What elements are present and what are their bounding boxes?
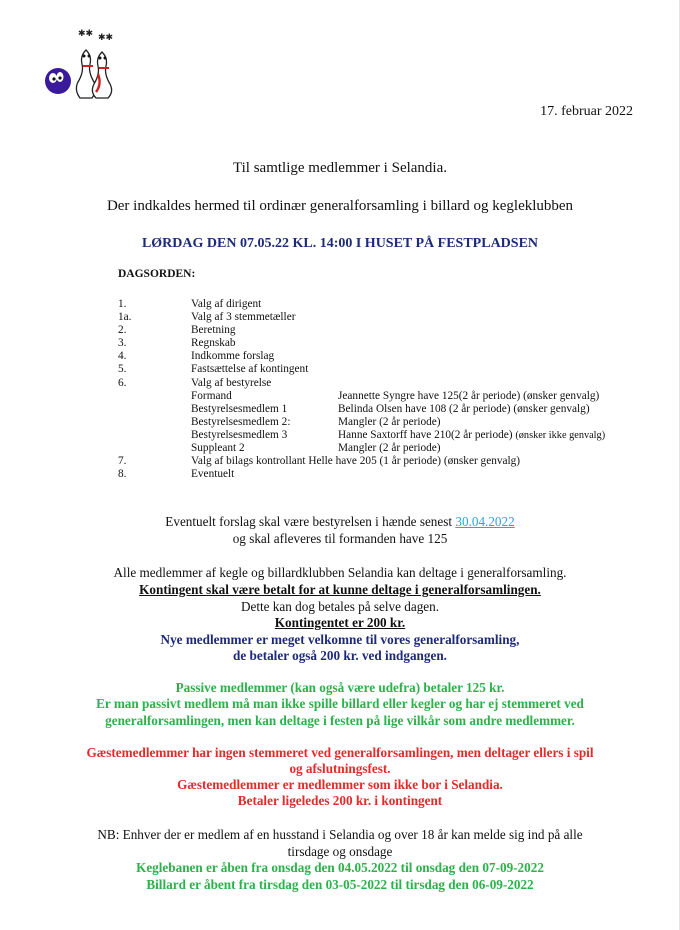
all-members-text: Alle medlemmer af kegle og billardklubben Selandia kan deltage i generalforsamling. (113, 565, 567, 580)
meeting-headline: LØRDAG DEN 07.05.22 KL. 14:00 I HUSET PÅ FESTPLADSEN (141, 236, 539, 251)
new-members-line-1: Nye medlemmer er meget velkomne til vores generalforsamling, (160, 632, 520, 647)
passive-line-3: generalforsamlingen, men kan deltage i festen på lige vilkår som andre medlemmer. (105, 713, 575, 728)
intro-text: Der indkaldes hermed til ordinær generalforsamling i billard og kegleklubben (106, 198, 574, 214)
guest-line-1: Gæstemedlemmer har ingen stemmeret ved generalforsamlingen, men deltager ellers i spil (86, 745, 594, 760)
billiard-opening-text: Billard er åbent fra tirsdag den 03-05-2022 til tirsdag den 06-09-2022 (146, 877, 534, 892)
pay-same-day-text: Dette kan dog betales på selve dagen. (240, 599, 440, 614)
letter-date: 17. februar 2022 (540, 104, 633, 119)
proposal-delivery: og skal afleveres til formanden have 125 (232, 531, 448, 546)
bowling-opening-text: Keglebanen er åben fra onsdag den 04.05.2022 til onsdag den 07-09-2022 (136, 860, 544, 875)
nb-line-2: tirsdage og onsdage (287, 844, 393, 859)
passive-line-1: Passive medlemmer (kan også være udefra) betaler 125 kr. (175, 680, 505, 695)
fee-required-text: Kontingent skal være betalt for at kunne deltage i generalforsamlingen. (139, 582, 541, 597)
guest-line-2: og afslutningsfest. (289, 761, 391, 776)
nb-line-1: NB: Enhver der er medlem af en husstand i Selandia og over 18 år kan melde sig ind på alle (97, 827, 583, 842)
fee-amount-text: Kontingentet er 200 kr. (274, 615, 406, 630)
deadline-link[interactable]: 30.04.2022 (455, 514, 515, 529)
passive-line-2: Er man passivt medlem må man ikke spille billard eller kegler og har ej stemmeret ved (96, 696, 584, 711)
bowling-logo (40, 26, 120, 106)
agenda-title: DAGSORDEN: (118, 268, 196, 280)
document-page: ✱✱ ✱✱ 17. februar 2022 Til samtlige medlemmer i Selandia. Der indkaldes hermed til ordinær generalforsamling i billard og kegleklubben LØRDAG DEN 07.05.22 KL. 14:00 I HUSET PÅ FESTPLADSEN DAGSORDEN: 1. Valg af dirigent 1a. Valg af 3 stemmetæller 2. Beretning 3. Regnskab 4. Indkomme forslag 5. Fastsættelse af kontingent 6. Valg af bestyrelse Formand Jeannette Syngre have 125(2 år periode) (ønsker genvalg) Bestyrelsesmedlem 1 Belinda Olsen have 108 (2 år periode) (ønsker genvalg) Bestyrelsesmedlem 2: Mangler (2 år periode) Bestyrelsesmedlem 3 Hanne Saxtorff have 210(2 år periode) (ønsker ikke genvalg) Suppleant 2 Mangler (2 år periode) 7. Valg af bilags kontrollant Helle have 205 (1 år periode) (ønsker genvalg) 8. Eventuelt Eventuelt forslag skal være bestyrelsen i hænde senest 30.04.2022 og skal afleveres til formanden have 125 Alle medlemmer af kegle og billardklubben Selandia kan deltage i generalforsamling. Kontingent skal være betalt for at kunne deltage i generalforsamlingen. Dette kan dog betales på selve dagen. Kontingentet er 200 kr. Nye medlemmer er meget velkomne til vores generalforsamling, de betaler også 200 kr. ved indgangen. Passive medlemmer (kan også være udefra) betaler 125 kr. Er man passivt medlem må man ikke spille billard eller kegler og har ej stemmeret ved generalforsamlingen, men kan deltage i festen på lige vilkår som andre medlemmer. Gæstemedlemmer har ingen stemmeret ved generalforsamlingen, men deltager ellers i spil og afslutningsfest. Gæstemedlemmer er medlemmer som ikke bor i Selandia. Betaler ligeledes 200 kr. i kontingent NB: Enhver der er medlem af en husstand i Selandia og over 18 år kan melde sig ind på alle tirsdage og onsdage Keglebanen er åben fra onsdag den 04.05.2022 til onsdag den 07-09-2022 Billard er åbent fra tirsdag den 03-05-2022 til tirsdag den 06-09-2022 (0, 0, 680, 930)
svg-text:✱✱: ✱✱ (78, 29, 94, 39)
proposal-deadline: Eventuelt forslag skal være bestyrelsen i hænde senest 30.04.2022 (165, 514, 515, 529)
new-members-line-2: de betaler også 200 kr. ved indgangen. (233, 648, 447, 663)
svg-text:✱✱: ✱✱ (98, 33, 114, 43)
greeting: Til samtlige medlemmer i Selandia. (233, 160, 447, 176)
guest-line-3: Gæstemedlemmer er medlemmer som ikke bor i Selandia. (177, 777, 503, 792)
guest-line-4: Betaler ligeledes 200 kr. i kontingent (237, 793, 443, 808)
